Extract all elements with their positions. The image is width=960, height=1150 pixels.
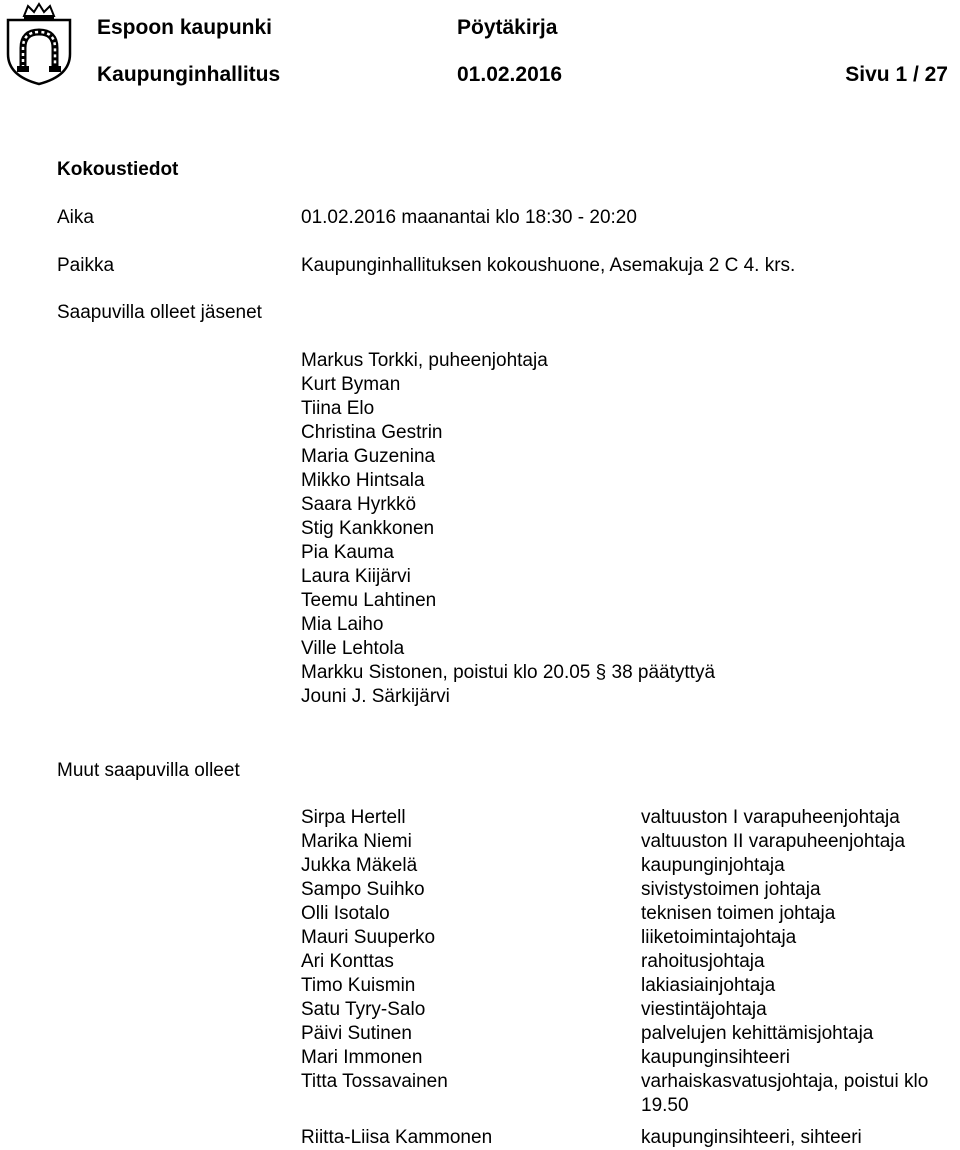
member-item: Stig Kankkonen [301,518,435,539]
attendee-role: valtuuston II varapuheenjohtaja [641,831,906,852]
attendee-name: Timo Kuismin [301,975,416,996]
member-item: Markku Sistonen, poistui klo 20.05 § 38 päätyttyä [301,662,716,683]
attendee-name: Jukka Mäkelä [301,855,418,876]
attendee-role: rahoitusjohtaja [641,951,765,972]
others-label: Muut saapuvilla olleet [57,760,240,781]
attendee-role: sivistystoimen johtaja [641,879,821,900]
section-title: Kokoustiedot [57,159,179,180]
member-item: Mikko Hintsala [301,470,425,491]
member-item: Laura Kiijärvi [301,566,411,587]
doc-type: Pöytäkirja [457,16,558,39]
attendee-role: viestintäjohtaja [641,999,767,1020]
governing-body: Kaupunginhallitus [97,63,281,86]
attendee-role: kaupunginsihteeri [641,1047,790,1068]
header-date: 01.02.2016 [457,63,563,86]
others-roles-list [641,806,928,1150]
member-item: Maria Guzenina [301,446,436,467]
member-item: Mia Laiho [301,614,384,635]
attendee-name: Riitta-Liisa Kammonen [301,1127,493,1148]
place-value: Kaupunginhallituksen kokoushuone, Asemakuja 2 C 4. krs. [301,255,796,276]
member-item: Ville Lehtola [301,638,405,659]
member-item: Tiina Elo [301,398,375,419]
member-item: Kurt Byman [301,374,401,395]
attendee-role: 19.50 [641,1095,689,1116]
members-list [301,349,715,709]
member-item: Christina Gestrin [301,422,443,443]
attendee-name: Mari Immonen [301,1047,423,1068]
attendee-role: liiketoimintajohtaja [641,927,797,948]
member-item: Saara Hyrkkö [301,494,417,515]
attendee-name: Titta Tossavainen [301,1071,448,1092]
org-name: Espoon kaupunki [97,16,273,39]
attendee-name: Satu Tyry-Salo [301,999,426,1020]
attendee-role: varhaiskasvatusjohtaja, poistui klo [641,1071,929,1092]
attendee-name: Ari Konttas [301,951,394,972]
member-item: Markus Torkki, puheenjohtaja [301,350,548,371]
attendee-name [301,1094,492,1118]
time-value: 01.02.2016 maanantai klo 18:30 - 20:20 [301,207,637,228]
attendee-role: lakiasiainjohtaja [641,975,776,996]
attendee-name: Sampo Suihko [301,879,425,900]
attendee-role: kaupunginjohtaja [641,855,785,876]
attendee-name: Sirpa Hertell [301,807,406,828]
others-names-list [301,806,492,1150]
place-label: Paikka [57,255,115,276]
page-number: Sivu 1 / 27 [845,63,948,86]
member-item: Pia Kauma [301,542,394,563]
attendee-role: teknisen toimen johtaja [641,903,836,924]
attendee-name: Päivi Sutinen [301,1023,412,1044]
members-label: Saapuvilla olleet jäsenet [57,302,262,323]
attendee-role: valtuuston I varapuheenjohtaja [641,807,900,828]
attendee-role: palvelujen kehittämisjohtaja [641,1023,874,1044]
attendee-name: Marika Niemi [301,831,412,852]
espoo-coat-of-arms-icon [4,2,74,86]
time-label: Aika [57,207,94,228]
attendee-name: Mauri Suuperko [301,927,436,948]
member-item: Teemu Lahtinen [301,590,437,611]
attendee-name: Olli Isotalo [301,903,390,924]
member-item: Jouni J. Särkijärvi [301,686,450,707]
attendee-role: kaupunginsihteeri, sihteeri [641,1127,862,1148]
